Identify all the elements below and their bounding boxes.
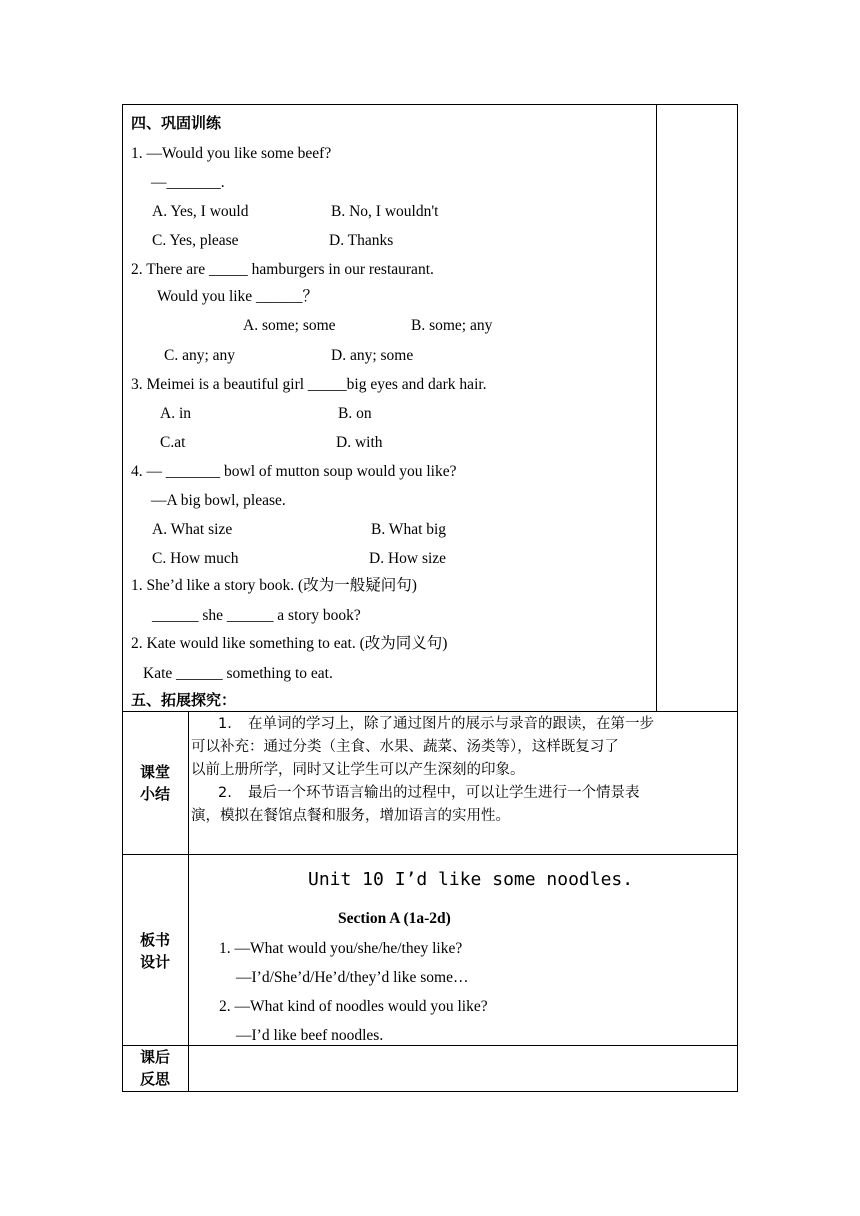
board-section: Section A (1a-2d) bbox=[338, 910, 451, 927]
q4-option-c: C. How much bbox=[152, 550, 239, 567]
q1-option-c: C. Yes, please bbox=[152, 232, 239, 249]
q2-option-b: B. some; any bbox=[411, 317, 493, 334]
section4-heading: 四、巩固训练 bbox=[131, 114, 222, 132]
q3-option-c: C.at bbox=[160, 434, 186, 451]
q1-stem: 1. —Would you like some beef? bbox=[131, 145, 332, 162]
row-divider-1 bbox=[122, 711, 738, 712]
summary-p1-number: 1. bbox=[218, 716, 232, 732]
q2-stem: 2. There are _____ hamburgers in our restaurant. bbox=[131, 261, 434, 278]
q4-option-b: B. What big bbox=[371, 521, 447, 538]
board-label-line1: 板书 bbox=[139, 931, 170, 949]
rewrite2-stem: 2. Kate would like something to eat. (改为同义句) bbox=[131, 635, 448, 652]
board-line-3: 2. —What kind of noodles would you like? bbox=[219, 998, 488, 1015]
q4-option-a: A. What size bbox=[152, 521, 233, 538]
board-line-2: —I’d/She’d/He’d/they’d like some… bbox=[236, 969, 469, 986]
q3-option-a: A. in bbox=[160, 405, 191, 422]
q3-option-d: D. with bbox=[336, 434, 383, 451]
summary-p1-line2: 可以补充：通过分类（主食、水果、蔬菜、汤类等），这样既复习了 bbox=[191, 739, 619, 755]
summary-label-line2: 小结 bbox=[139, 785, 170, 803]
summary-label-line1: 课堂 bbox=[139, 763, 170, 781]
q2-option-c: C. any; any bbox=[164, 347, 236, 364]
reflection-content bbox=[189, 1046, 737, 1091]
table-border-top bbox=[122, 104, 738, 105]
q2-option-a: A. some; some bbox=[243, 317, 336, 334]
row-divider-2 bbox=[122, 854, 738, 855]
q3-stem: 3. Meimei is a beautiful girl _____big eyes and dark hair. bbox=[131, 376, 487, 393]
board-label-line2: 设计 bbox=[139, 953, 170, 971]
rewrite2-answer: Kate ______ something to eat. bbox=[143, 665, 333, 682]
table-border-right bbox=[737, 104, 738, 1092]
rewrite1-answer: ______ she ______ a story book? bbox=[152, 607, 361, 624]
reflection-label bbox=[122, 1046, 188, 1090]
summary-p2-line1: 最后一个环节语言输出的过程中，可以让学生进行一个情景表 bbox=[248, 785, 640, 801]
section5-heading: 五、拓展探究： bbox=[131, 691, 237, 709]
summary-text-2 bbox=[218, 782, 732, 805]
q1-option-a: A. Yes, I would bbox=[152, 203, 249, 220]
q4-answer: —A big bowl, please. bbox=[151, 492, 286, 509]
side-column-divider bbox=[656, 104, 657, 712]
q4-option-d: D. How size bbox=[369, 550, 447, 567]
q3-option-b: B. on bbox=[338, 405, 372, 422]
board-title: Unit 10 I’d like some noodles. bbox=[308, 869, 634, 890]
summary-p1-line1: 在单词的学习上，除了通过图片的展示与录音的跟读，在第一步 bbox=[248, 716, 654, 732]
label-column-divider bbox=[188, 711, 189, 1092]
table-border-bottom bbox=[122, 1091, 738, 1092]
rewrite1-stem: 1. She’d like a story book. (改为一般疑问句) bbox=[131, 577, 417, 594]
q2-option-d: D. any; some bbox=[331, 347, 414, 364]
reflection-label-line1: 课后 bbox=[139, 1048, 170, 1066]
board-label bbox=[122, 929, 188, 973]
q1-option-b: B. No, I wouldn't bbox=[331, 203, 439, 220]
reflection-label-line2: 反思 bbox=[139, 1070, 170, 1088]
q1-option-d: D. Thanks bbox=[329, 232, 394, 249]
q1-answer-blank: —_______. bbox=[151, 174, 225, 191]
summary-p1-line3: 以前上册所学，同时又让学生可以产生深刻的印象。 bbox=[191, 762, 525, 778]
summary-p2-number: 2. bbox=[218, 785, 232, 801]
summary-p2-line2: 演，模拟在餐馆点餐和服务，增加语言的实用性。 bbox=[191, 808, 510, 824]
board-line-1: 1. —What would you/she/he/they like? bbox=[219, 940, 463, 957]
summary-label bbox=[122, 761, 188, 805]
summary-text bbox=[218, 713, 732, 736]
q4-stem: 4. — _______ bowl of mutton soup would you like? bbox=[131, 463, 457, 480]
board-line-4: —I’d like beef noodles. bbox=[236, 1027, 384, 1044]
q2-stem-2: Would you like ______？ bbox=[157, 288, 319, 305]
